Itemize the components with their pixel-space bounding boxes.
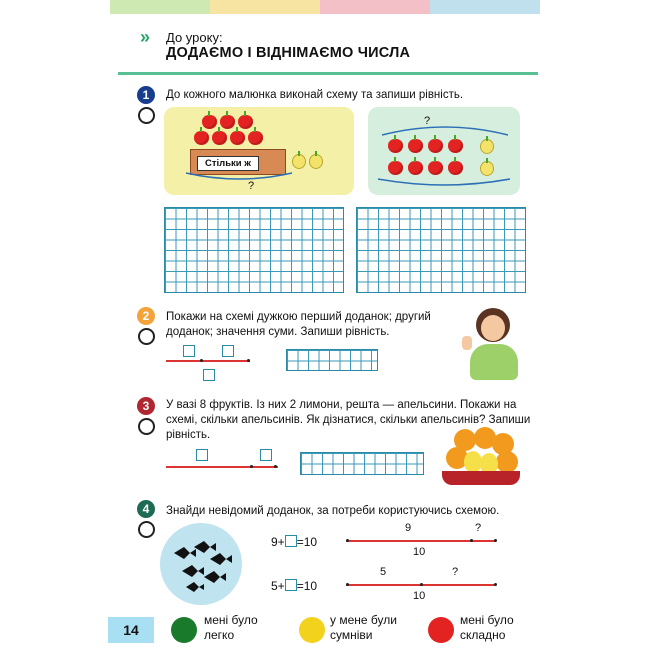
brace-arc	[184, 169, 294, 189]
reflection-circle-yellow[interactable]	[299, 617, 325, 643]
task-text-3a: У вазі 8 фруктів. Із них 2 лимони, решта — апельсини. Покажи на	[166, 399, 517, 411]
apple-icon	[448, 139, 463, 153]
orange-icon	[496, 451, 518, 473]
shirt	[470, 344, 518, 380]
bowl	[442, 471, 520, 485]
task-number-3: 3	[137, 397, 155, 415]
line-point	[200, 359, 203, 362]
apple-icon	[428, 161, 443, 175]
apple-icon	[248, 131, 263, 145]
answer-box[interactable]	[196, 449, 208, 461]
task-text-3c: рівність.	[166, 429, 211, 441]
reflection-label-doubts: у мене були сумніви	[330, 613, 397, 642]
task-check-circle-2[interactable]	[138, 328, 155, 345]
reflection-circle-green[interactable]	[171, 617, 197, 643]
line-1-top-label: 9	[405, 522, 412, 534]
task-text-2b: доданок; значення суми. Запиши рівність.	[166, 326, 390, 338]
answer-box[interactable]	[203, 369, 215, 381]
line-point	[494, 539, 497, 542]
line-point	[250, 465, 253, 468]
question-mark: ?	[248, 180, 255, 192]
picture-panel-1	[164, 107, 354, 195]
equation-2-left: 5+	[271, 579, 285, 593]
equation-1-answer-box[interactable]	[285, 535, 297, 547]
apple-icon	[202, 115, 217, 129]
apple-icon	[194, 131, 209, 145]
equation-1	[271, 534, 317, 549]
apple-icon	[230, 131, 245, 145]
top-strip-blue	[430, 0, 540, 14]
equation-2	[271, 578, 317, 593]
answer-grid-1[interactable]	[164, 207, 344, 293]
line-point	[420, 583, 423, 586]
top-strip-pink	[320, 0, 430, 14]
line-2-unknown: ?	[452, 566, 459, 578]
equation-1-right: =10	[296, 535, 318, 549]
teacher-illustration	[462, 306, 522, 380]
line-point	[274, 465, 277, 468]
apple-icon	[408, 139, 423, 153]
line-point	[470, 539, 473, 542]
top-strip-green	[110, 0, 210, 14]
equation-1-left: 9+	[271, 535, 285, 549]
reflection-label-easy: мені було легко	[204, 613, 258, 642]
apple-icon	[408, 161, 423, 175]
apple-icon	[238, 115, 253, 129]
apple-icon	[388, 139, 403, 153]
header-subtitle: До уроку:	[166, 30, 223, 45]
apple-icon	[212, 131, 227, 145]
answer-grid-2[interactable]	[356, 207, 526, 293]
number-line-1	[346, 540, 496, 542]
page-number: 14	[108, 617, 154, 643]
answer-box[interactable]	[222, 345, 234, 357]
hand	[462, 336, 472, 350]
task-text-3b: схемі, скільки апельсинів. Як дізнатися, скільки апельсинів? Запиши	[166, 414, 531, 426]
lemon-icon	[309, 154, 323, 169]
brace-arc	[376, 177, 512, 193]
equation-2-answer-box[interactable]	[285, 579, 297, 591]
line-2-total: 10	[413, 590, 426, 602]
header-divider	[118, 72, 538, 75]
answer-grid-3[interactable]	[286, 349, 378, 371]
top-strip-yellow	[210, 0, 320, 14]
line-1-total: 10	[413, 546, 426, 558]
task-check-circle-4[interactable]	[138, 521, 155, 538]
task-text-2a: Покажи на схемі дужкою перший доданок; другий	[166, 311, 431, 323]
apple-icon	[220, 115, 235, 129]
reflection-circle-red[interactable]	[428, 617, 454, 643]
fish-icon	[160, 523, 242, 605]
line-point	[346, 583, 349, 586]
line-1-unknown: ?	[475, 522, 482, 534]
apple-icon	[388, 161, 403, 175]
question-mark: ?	[424, 115, 431, 127]
fish-circle-illustration	[160, 523, 242, 605]
line-2-top-label: 5	[380, 566, 387, 578]
answer-grid-4[interactable]	[300, 452, 424, 475]
brace-arc	[380, 121, 510, 139]
lemon-icon	[480, 161, 494, 176]
answer-box[interactable]	[183, 345, 195, 357]
reflection-label-hard: мені було складно	[460, 613, 514, 642]
task-check-circle-3[interactable]	[138, 418, 155, 435]
task-number-4: 4	[137, 500, 155, 518]
task-text-4: Знайди невідомий доданок, за потреби користуючись схемою.	[166, 505, 500, 517]
answer-box[interactable]	[260, 449, 272, 461]
task-number-1: 1	[137, 86, 155, 104]
picture-panel-2	[368, 107, 520, 195]
header-arrows-icon: »	[140, 27, 151, 47]
task-check-circle-1[interactable]	[138, 107, 155, 124]
line-point	[247, 359, 250, 362]
fruit-bowl-illustration	[440, 425, 522, 487]
apple-icon	[448, 161, 463, 175]
lemon-icon	[480, 139, 494, 154]
page-title: ДОДАЄМО І ВІДНІМАЄМО ЧИСЛА	[166, 45, 411, 61]
equation-2-right: =10	[296, 579, 318, 593]
number-line	[166, 466, 278, 468]
lemon-icon	[292, 154, 306, 169]
crate-label: Стільки ж	[197, 156, 259, 171]
face	[481, 315, 505, 341]
line-point	[494, 583, 497, 586]
number-line	[166, 360, 250, 362]
line-point	[346, 539, 349, 542]
task-text-1: До кожного малюнка виконай схему та запиши рівність.	[166, 89, 464, 101]
task-number-2: 2	[137, 307, 155, 325]
apple-icon	[428, 139, 443, 153]
